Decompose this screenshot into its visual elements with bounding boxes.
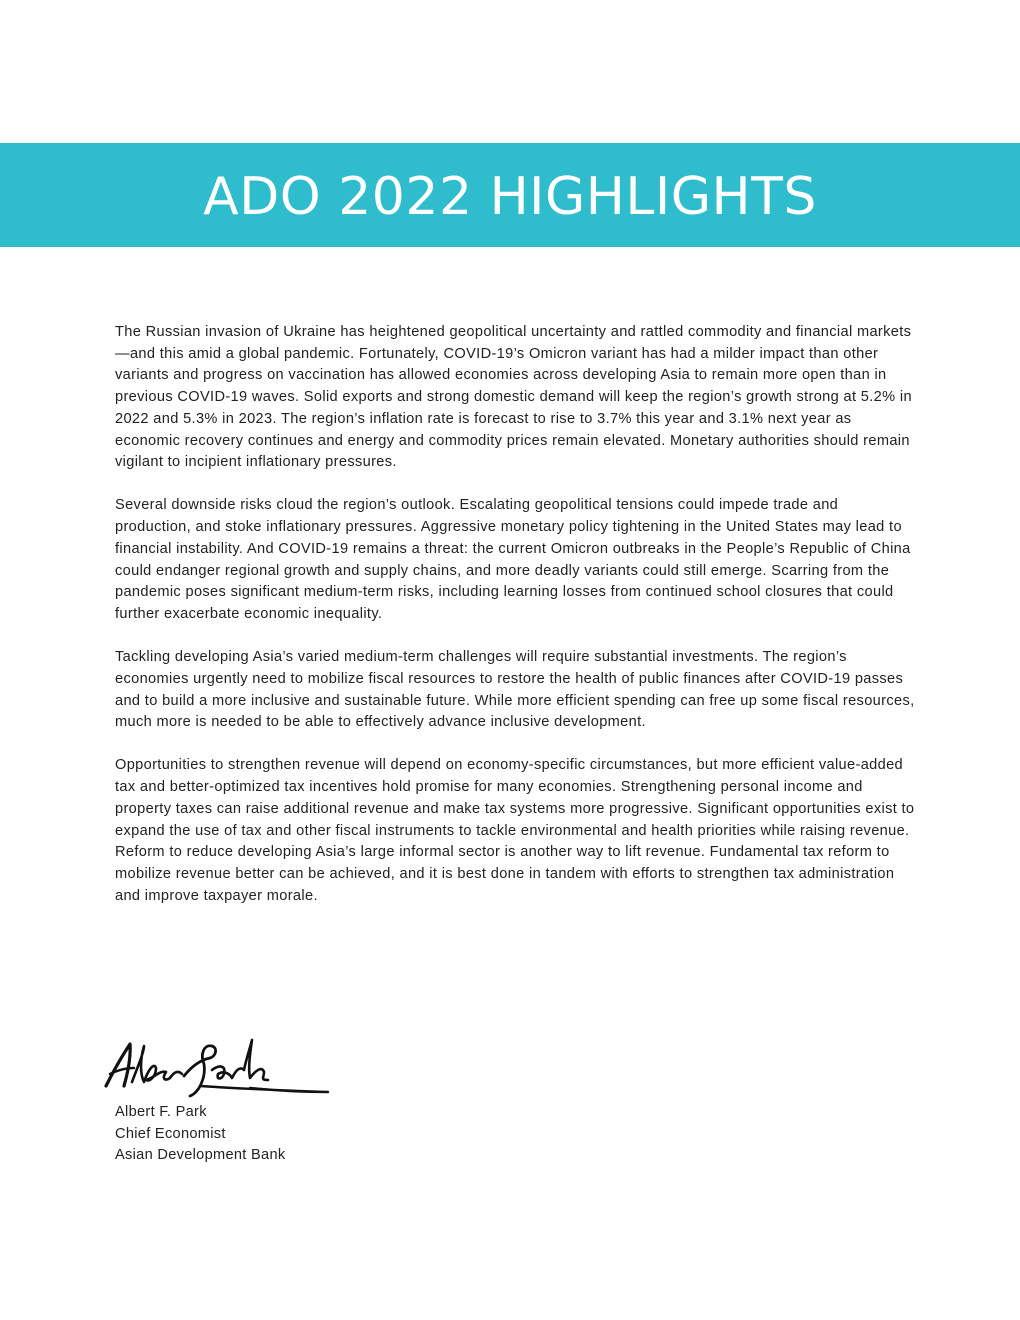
handwritten-signature	[100, 1030, 332, 1102]
signatory-name: Albert F. Park	[115, 1104, 207, 1120]
signature-block	[115, 1102, 285, 1167]
signatory-title: Chief Economist	[115, 1125, 226, 1142]
paragraph-risks: Several downside risks cloud the region’s outlook. Escalating geopolitical tensions could impede trade and production, and stoke inflationary pressures. Aggressive monetary policy tightening in the United States may lead to financial instability. And COVID-19 remains a threat: the current Omicron outbreaks in the People’s Republic of China could endanger regional growth and supply chains, and more deadly variants could still emerge. Scarring from the pandemic poses significant medium-term risks, including learning losses from continued school closures that could further exacerbate economic inequality.	[115, 497, 911, 622]
paragraph-challenges: Tackling developing Asia’s varied medium-term challenges will require substantial investments. The region’s economies urgently need to mobilize fiscal resources to restore the health of public finances after COVID-19 passes and to build a more inclusive and sustainable future. While more efficient spending can free up some fiscal resources, much more is needed to be able to effectively advance inclusive development.	[115, 649, 915, 731]
page-title: ADO 2022 HIGHLIGHTS	[203, 167, 817, 227]
header-banner	[0, 143, 1020, 247]
highlights-body	[115, 322, 915, 929]
paragraph-outlook: The Russian invasion of Ukraine has heightened geopolitical uncertainty and rattled commodity and financial markets—and this amid a global pandemic. Fortunately, COVID-19’s Omicron variant has had a milder impact than other variants and progress on vaccination has allowed economies across developing Asia to remain more open than in previous COVID-19 waves. Solid exports and strong domestic demand will keep the region’s growth strong at 5.2% in 2022 and 5.3% in 2023. The region’s inflation rate is forecast to rise to 3.7% this year and 3.1% next year as economic recovery continues and energy and commodity prices remain elevated. Monetary authorities should remain vigilant to incipient inflationary pressures.	[115, 324, 912, 471]
signatory-organization: Asian Development Bank	[115, 1147, 286, 1164]
paragraph-revenue: Opportunities to strengthen revenue will depend on economy-specific circumstances, but more efficient value-added tax and better-optimized tax incentives hold promise for many economies. Strengthening personal income and property taxes can raise additional revenue and make tax systems more progressive. Significant opportunities exist to expand the use of tax and other fiscal instruments to tackle environmental and health priorities while raising revenue. Reform to reduce developing Asia’s large informal sector is another way to lift revenue. Fundamental tax reform to mobilize revenue better can be achieved, and it is best done in tandem with efforts to strengthen tax administration and improve taxpayer morale.	[115, 757, 915, 904]
